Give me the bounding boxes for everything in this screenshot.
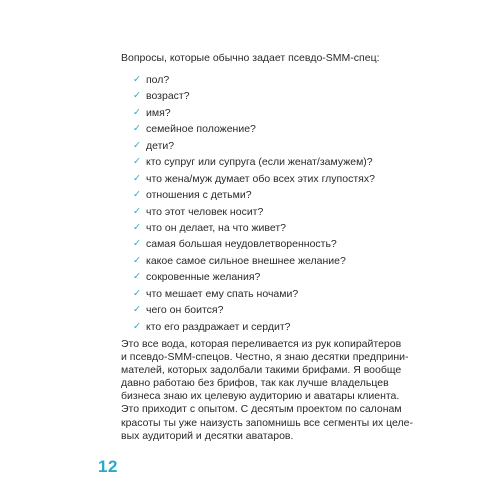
list-item xyxy=(133,89,375,105)
list-item-label: чего он боится? xyxy=(146,304,224,317)
list-item xyxy=(133,303,375,319)
paragraph-line: Это все вода, которая переливается из рук копирайтеров xyxy=(121,338,402,350)
list-item-label: какое самое сильное внешнее желание? xyxy=(146,254,346,267)
list-item xyxy=(133,73,375,89)
checkmark-icon: ✓ xyxy=(133,189,141,201)
checkmark-icon: ✓ xyxy=(133,74,141,85)
list-item xyxy=(133,122,375,138)
paragraph-line: красоты ты уже наизусть запомнишь все сегменты их целе- xyxy=(121,416,413,429)
checkmark-icon: ✓ xyxy=(133,304,141,316)
list-item xyxy=(133,221,375,237)
checkmark-icon: ✓ xyxy=(133,238,141,250)
checkmark-icon: ✓ xyxy=(133,271,141,283)
list-item-label: кто супруг или супруга (если женат/замужем)? xyxy=(146,156,373,169)
checkmark-icon: ✓ xyxy=(133,172,141,184)
list-item xyxy=(133,172,375,188)
list-item-label: что мешает ему спать ночами? xyxy=(146,287,299,300)
paragraph-line: давно работаю без брифов, так как лучше владельцев xyxy=(121,377,389,390)
list-item xyxy=(133,205,375,221)
list-item-label: пол? xyxy=(146,74,170,86)
checkmark-icon: ✓ xyxy=(133,90,141,102)
list-item xyxy=(133,270,375,286)
checkmark-icon: ✓ xyxy=(133,156,141,168)
list-item-label: дети? xyxy=(146,139,175,152)
list-item-label: отношения с детьми? xyxy=(146,189,252,202)
paragraph-line: бизнеса знаю их целевую аудиторию и аватары клиента. xyxy=(121,390,400,403)
body-paragraph xyxy=(121,338,413,443)
question-checklist xyxy=(133,73,375,336)
list-item-label: что этот человек носит? xyxy=(146,205,264,218)
checkmark-icon: ✓ xyxy=(133,123,141,135)
paragraph-line: вых аудиторий и десятки аватаров. xyxy=(121,429,294,442)
list-item xyxy=(133,287,375,303)
intro-text: Вопросы, которые обычно задает псевдо-SMM-спец: xyxy=(121,52,380,64)
list-item-label: что жена/муж думает обо всех этих глупостях? xyxy=(146,172,375,185)
list-item-label: возраст? xyxy=(146,90,190,103)
page-number: 12 xyxy=(98,457,118,476)
checkmark-icon: ✓ xyxy=(133,287,141,299)
list-item-label: самая большая неудовлетворенность? xyxy=(146,238,337,251)
checkmark-icon: ✓ xyxy=(133,221,141,233)
paragraph-line: Это приходит с опытом. С десятым проектом по салонам xyxy=(121,403,402,416)
list-item-label: что он делает, на что живет? xyxy=(146,221,286,234)
list-item-label: сокровенные желания? xyxy=(146,271,261,284)
list-item-label: имя? xyxy=(146,106,171,119)
checkmark-icon: ✓ xyxy=(133,205,141,217)
list-item xyxy=(133,188,375,204)
checkmark-icon: ✓ xyxy=(133,139,141,151)
checkmark-icon: ✓ xyxy=(133,106,141,118)
list-item xyxy=(133,106,375,122)
list-item xyxy=(133,155,375,171)
list-item xyxy=(133,254,375,270)
checkmark-icon: ✓ xyxy=(133,320,141,332)
list-item-label: семейное положение? xyxy=(146,123,256,136)
paragraph-line: мателей, которых задолбали такими брифами. Я вообще xyxy=(121,364,402,377)
paragraph-line: и псевдо-SMM-спецов. Честно, я знаю десятки предприни- xyxy=(121,351,409,364)
checkmark-icon: ✓ xyxy=(133,254,141,266)
list-item-label: кто его раздражает и сердит? xyxy=(146,320,291,333)
list-item xyxy=(133,320,375,336)
list-item xyxy=(133,139,375,155)
list-item xyxy=(133,237,375,253)
